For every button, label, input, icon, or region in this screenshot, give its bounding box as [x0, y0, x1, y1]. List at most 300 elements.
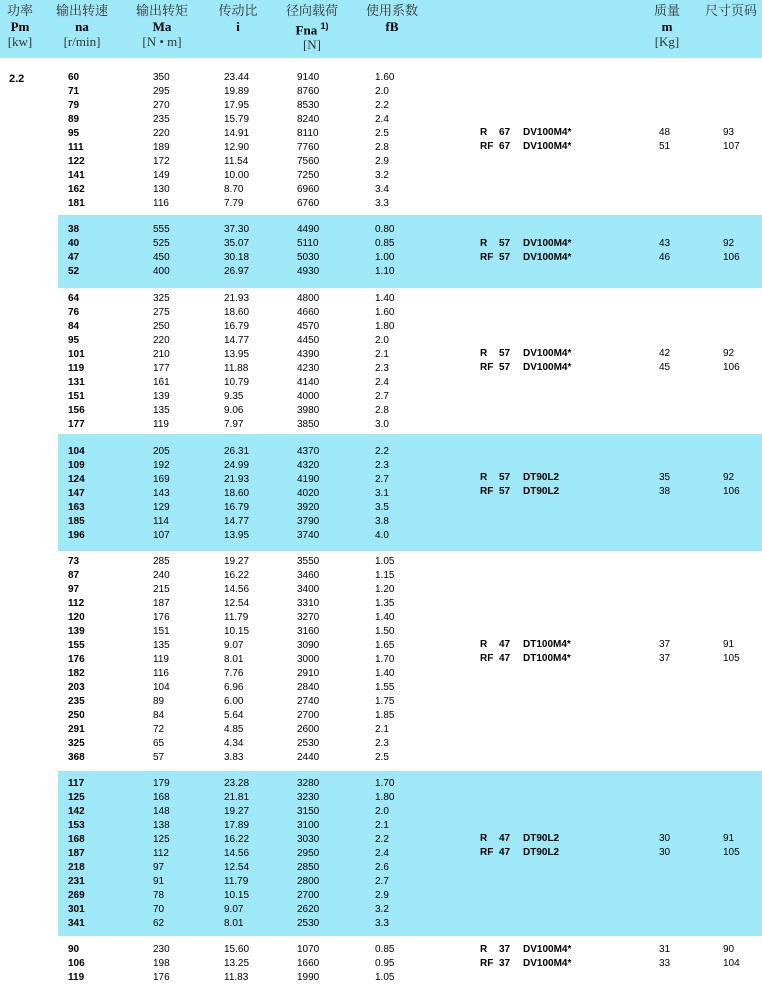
torque-cell: 555 [153, 224, 170, 235]
service-factor-cell: 3.0 [375, 419, 389, 430]
table-row [58, 709, 762, 723]
motor-model: DT90L2 [523, 847, 560, 858]
radial-load-cell: 3000 [297, 654, 320, 665]
radial-load-cell: 7250 [297, 170, 320, 181]
ratio-cell: 8.01 [224, 918, 244, 929]
service-factor-cell: 1.05 [375, 556, 395, 567]
model-type: RF [480, 958, 494, 969]
service-factor-cell: 2.8 [375, 142, 389, 153]
torque-cell: 116 [153, 668, 169, 679]
ratio-cell: 18.60 [224, 488, 250, 499]
speed-cell: 291 [68, 724, 85, 735]
torque-cell: 91 [153, 876, 165, 887]
speed-cell: 151 [68, 391, 85, 402]
torque-cell: 151 [153, 626, 170, 637]
torque-cell: 89 [153, 696, 165, 707]
mass-value: 51 [659, 141, 671, 152]
speed-cell: 301 [68, 904, 85, 915]
speed-cell: 89 [68, 114, 80, 125]
service-factor-cell: 2.4 [375, 114, 389, 125]
table-row [58, 805, 762, 819]
service-factor-cell: 3.3 [375, 918, 389, 929]
speed-cell: 147 [68, 488, 85, 499]
service-factor-cell: 2.3 [375, 738, 389, 749]
radial-load-cell: 2840 [297, 682, 320, 693]
header-load-sym [282, 19, 342, 37]
power-value: 2.2 [9, 73, 25, 85]
torque-cell: 143 [153, 488, 170, 499]
service-factor-cell: 1.60 [375, 307, 395, 318]
ratio-cell: 19.27 [224, 806, 250, 817]
model-size: 37 [499, 944, 511, 955]
radial-load-cell: 3030 [297, 834, 320, 845]
model-type: RF [480, 653, 494, 664]
radial-load-cell: 2620 [297, 904, 320, 915]
radial-load-cell: 2800 [297, 876, 320, 887]
service-factor-cell: 3.1 [375, 488, 389, 499]
table-row [58, 625, 762, 639]
radial-load-cell: 4450 [297, 335, 320, 346]
service-factor-cell: 2.4 [375, 377, 389, 388]
speed-cell: 40 [68, 238, 80, 249]
speed-cell: 111 [68, 142, 84, 153]
model-row [58, 638, 762, 652]
motor-model: DV100M4* [523, 127, 572, 138]
mass-value: 37 [659, 653, 671, 664]
torque-cell: 525 [153, 238, 170, 249]
service-factor-cell: 1.15 [375, 570, 395, 581]
dimension-page: 106 [723, 252, 740, 263]
speed-cell: 142 [68, 806, 85, 817]
torque-cell: 72 [153, 724, 165, 735]
speed-cell: 124 [68, 474, 85, 485]
radial-load-cell: 1660 [297, 958, 320, 969]
service-factor-cell: 2.6 [375, 862, 389, 873]
model-row [58, 652, 762, 666]
service-factor-cell: 1.35 [375, 598, 395, 609]
torque-cell: 168 [153, 792, 170, 803]
mass-value: 48 [659, 127, 671, 138]
speed-cell: 109 [68, 460, 85, 471]
torque-cell: 295 [153, 86, 170, 97]
header-load-unit: [N] [302, 37, 322, 53]
dimension-page: 106 [723, 362, 740, 373]
model-row [58, 846, 762, 860]
service-factor-cell: 2.7 [375, 474, 389, 485]
model-size: 67 [499, 141, 511, 152]
speed-cell: 119 [68, 363, 85, 374]
dimension-page: 92 [723, 472, 735, 483]
radial-load-cell: 3980 [297, 405, 320, 416]
service-factor-cell: 2.1 [375, 820, 389, 831]
radial-load-cell: 3740 [297, 530, 320, 541]
ratio-cell: 10.00 [224, 170, 250, 181]
torque-cell: 135 [153, 640, 170, 651]
motor-model: DT90L2 [523, 486, 560, 497]
model-size: 67 [499, 127, 511, 138]
torque-cell: 169 [153, 474, 170, 485]
speed-cell: 368 [68, 752, 85, 763]
table-row [58, 376, 762, 390]
table-row [58, 501, 762, 515]
torque-cell: 450 [153, 252, 170, 263]
model-size: 57 [499, 348, 511, 359]
torque-cell: 148 [153, 806, 170, 817]
service-factor-cell: 2.1 [375, 724, 389, 735]
speed-cell: 119 [68, 972, 85, 983]
torque-cell: 139 [153, 391, 170, 402]
dimension-page: 90 [723, 944, 735, 955]
table-row [58, 611, 762, 625]
service-factor-cell: 3.4 [375, 184, 389, 195]
torque-cell: 104 [153, 682, 170, 693]
torque-cell: 187 [153, 598, 170, 609]
radial-load-cell: 4660 [297, 307, 320, 318]
radial-load-cell: 3230 [297, 792, 320, 803]
speed-cell: 47 [68, 252, 80, 263]
service-factor-cell: 2.9 [375, 890, 389, 901]
header-speed-sym: na [75, 19, 89, 34]
torque-cell: 138 [153, 820, 170, 831]
torque-cell: 114 [153, 516, 169, 527]
header-sf-sym: fB [385, 19, 399, 34]
service-factor-cell: 2.4 [375, 848, 389, 859]
header-power-sym: Pm [10, 19, 30, 34]
speed-cell: 95 [68, 128, 80, 139]
table-row [58, 85, 762, 99]
ratio-cell: 14.77 [224, 335, 250, 346]
ratio-cell: 15.60 [224, 944, 250, 955]
torque-cell: 84 [153, 710, 165, 721]
header-page-cn: 尺寸页码 [704, 4, 757, 19]
table-row [58, 583, 762, 597]
dimension-page: 106 [723, 486, 740, 497]
table-group [58, 551, 762, 771]
torque-cell: 179 [153, 778, 170, 789]
speed-cell: 203 [68, 682, 85, 693]
radial-load-cell: 4490 [297, 224, 320, 235]
torque-cell: 116 [153, 198, 169, 209]
torque-cell: 130 [153, 184, 170, 195]
radial-load-cell: 4370 [297, 446, 320, 457]
torque-cell: 176 [153, 972, 170, 983]
speed-cell: 139 [68, 626, 85, 637]
motor-model: DT90L2 [523, 833, 560, 844]
table-row [58, 875, 762, 889]
ratio-cell: 9.06 [224, 405, 244, 416]
service-factor-cell: 1.80 [375, 792, 395, 803]
table-header [0, 0, 762, 58]
speed-cell: 79 [68, 100, 80, 111]
ratio-cell: 17.95 [224, 100, 250, 111]
speed-cell: 112 [68, 598, 85, 609]
ratio-cell: 7.97 [224, 419, 244, 430]
service-factor-cell: 1.70 [375, 654, 395, 665]
service-factor-cell: 1.40 [375, 668, 395, 679]
speed-cell: 71 [68, 86, 80, 97]
table-row [58, 113, 762, 127]
ratio-cell: 4.85 [224, 724, 244, 735]
ratio-cell: 23.44 [224, 72, 250, 83]
model-type: RF [480, 486, 494, 497]
table-row [58, 334, 762, 348]
table-row [58, 404, 762, 418]
table-group [58, 936, 762, 995]
ratio-cell: 11.54 [224, 156, 249, 167]
table-row [58, 569, 762, 583]
table-row [58, 597, 762, 611]
torque-cell: 220 [153, 128, 170, 139]
model-type: RF [480, 847, 494, 858]
ratio-cell: 16.22 [224, 570, 250, 581]
radial-load-cell: 4190 [297, 474, 320, 485]
radial-load-cell: 2700 [297, 890, 320, 901]
service-factor-cell: 2.0 [375, 86, 389, 97]
mass-value: 30 [659, 847, 671, 858]
service-factor-cell: 1.20 [375, 584, 395, 595]
speed-cell: 141 [68, 170, 85, 181]
torque-cell: 275 [153, 307, 170, 318]
table-row [58, 667, 762, 681]
torque-cell: 57 [153, 752, 165, 763]
mass-value: 37 [659, 639, 671, 650]
radial-load-cell: 4570 [297, 321, 320, 332]
ratio-cell: 9.07 [224, 640, 244, 651]
torque-cell: 350 [153, 72, 170, 83]
speed-cell: 176 [68, 654, 85, 665]
speed-cell: 87 [68, 570, 80, 581]
torque-cell: 189 [153, 142, 170, 153]
header-col-mass [647, 4, 687, 49]
table-row [58, 155, 762, 169]
ratio-cell: 30.18 [224, 252, 250, 263]
ratio-cell: 35.07 [224, 238, 250, 249]
radial-load-cell: 1070 [297, 944, 320, 955]
motor-model: DV100M4* [523, 362, 572, 373]
ratio-cell: 13.95 [224, 349, 250, 360]
table-row [58, 320, 762, 334]
table-row [58, 861, 762, 875]
model-size: 37 [499, 958, 511, 969]
torque-cell: 210 [153, 349, 170, 360]
table-row [58, 917, 762, 931]
service-factor-cell: 3.2 [375, 170, 389, 181]
radial-load-cell: 4930 [297, 266, 320, 277]
service-factor-cell: 3.2 [375, 904, 389, 915]
motor-model: DV100M4* [523, 141, 572, 152]
ratio-cell: 14.77 [224, 516, 250, 527]
mass-value: 33 [659, 958, 671, 969]
service-factor-cell: 1.70 [375, 778, 395, 789]
radial-load-cell: 6760 [297, 198, 320, 209]
radial-load-cell: 1990 [297, 972, 320, 983]
table-row [58, 903, 762, 917]
table-group [58, 58, 762, 215]
header-mass-sym: m [661, 19, 673, 34]
radial-load-cell: 3790 [297, 516, 320, 527]
radial-load-cell: 5030 [297, 252, 320, 263]
radial-load-cell: 2440 [297, 752, 320, 763]
service-factor-cell: 1.40 [375, 293, 395, 304]
service-factor-cell: 2.3 [375, 363, 389, 374]
radial-load-cell: 4390 [297, 349, 320, 360]
radial-load-cell: 4140 [297, 377, 320, 388]
radial-load-cell: 3280 [297, 778, 320, 789]
torque-cell: 177 [153, 363, 170, 374]
model-row [58, 485, 762, 499]
speed-cell: 125 [68, 792, 85, 803]
dimension-page: 92 [723, 348, 735, 359]
speed-cell: 250 [68, 710, 85, 721]
service-factor-cell: 1.40 [375, 612, 395, 623]
radial-load-cell: 4020 [297, 488, 320, 499]
model-size: 47 [499, 653, 511, 664]
ratio-cell: 23.28 [224, 778, 250, 789]
speed-cell: 196 [68, 530, 85, 541]
model-type: R [480, 944, 488, 955]
model-type: R [480, 472, 488, 483]
speed-cell: 156 [68, 405, 85, 416]
mass-value: 38 [659, 486, 671, 497]
ratio-cell: 6.00 [224, 696, 244, 707]
torque-cell: 250 [153, 321, 170, 332]
torque-cell: 400 [153, 266, 170, 277]
header-load-footnote: 1) [320, 21, 329, 31]
speed-cell: 187 [68, 848, 85, 859]
ratio-cell: 21.93 [224, 293, 250, 304]
ratio-cell: 15.79 [224, 114, 250, 125]
ratio-cell: 19.89 [224, 86, 250, 97]
dimension-page: 105 [723, 653, 740, 664]
model-row [58, 957, 762, 971]
service-factor-cell: 2.0 [375, 335, 389, 346]
speed-cell: 90 [68, 944, 80, 955]
radial-load-cell: 2700 [297, 710, 320, 721]
service-factor-cell: 1.55 [375, 682, 395, 693]
ratio-cell: 5.64 [224, 710, 244, 721]
header-power-cn: 功率 [6, 4, 33, 19]
ratio-cell: 16.22 [224, 834, 250, 845]
dimension-page: 91 [723, 639, 735, 650]
speed-cell: 168 [68, 834, 85, 845]
torque-cell: 62 [153, 918, 165, 929]
model-size: 47 [499, 833, 511, 844]
speed-cell: 269 [68, 890, 85, 901]
ratio-cell: 11.88 [224, 363, 249, 374]
model-row [58, 943, 762, 957]
service-factor-cell: 0.95 [375, 958, 395, 969]
speed-cell: 163 [68, 502, 85, 513]
table-row [58, 183, 762, 197]
motor-model: DT100M4* [523, 653, 571, 664]
torque-cell: 129 [153, 502, 170, 513]
radial-load-cell: 5110 [297, 238, 319, 249]
model-type: R [480, 639, 488, 650]
ratio-cell: 21.93 [224, 474, 250, 485]
header-load-cn: 径向载荷 [285, 4, 338, 19]
model-row [58, 471, 762, 485]
mass-value: 45 [659, 362, 671, 373]
model-size: 47 [499, 639, 511, 650]
radial-load-cell: 2740 [297, 696, 320, 707]
table-group [58, 434, 762, 551]
speed-cell: 153 [68, 820, 85, 831]
torque-cell: 230 [153, 944, 170, 955]
speed-cell: 38 [68, 224, 80, 235]
table-row [58, 751, 762, 765]
ratio-cell: 6.96 [224, 682, 244, 693]
header-col-torque [132, 4, 192, 49]
speed-cell: 341 [68, 918, 85, 929]
dimension-page: 107 [723, 141, 740, 152]
torque-cell: 119 [153, 419, 169, 430]
ratio-cell: 12.54 [224, 862, 250, 873]
service-factor-cell: 1.00 [375, 252, 395, 263]
torque-cell: 119 [153, 654, 169, 665]
radial-load-cell: 8240 [297, 114, 320, 125]
ratio-cell: 21.81 [224, 792, 250, 803]
mass-value: 42 [659, 348, 671, 359]
torque-cell: 65 [153, 738, 165, 749]
torque-cell: 78 [153, 890, 165, 901]
motor-model: DV100M4* [523, 348, 572, 359]
speed-cell: 101 [68, 349, 85, 360]
ratio-cell: 14.91 [224, 128, 250, 139]
service-factor-cell: 2.0 [375, 806, 389, 817]
motor-model: DV100M4* [523, 958, 572, 969]
mass-value: 43 [659, 238, 671, 249]
ratio-cell: 16.79 [224, 502, 250, 513]
speed-cell: 106 [68, 958, 85, 969]
ratio-cell: 3.83 [224, 752, 244, 763]
model-type: RF [480, 362, 494, 373]
service-factor-cell: 2.5 [375, 128, 389, 139]
model-row [58, 832, 762, 846]
header-sf-cn: 使用系数 [365, 4, 418, 19]
service-factor-cell: 2.1 [375, 349, 389, 360]
model-row [58, 347, 762, 361]
model-type: R [480, 348, 488, 359]
radial-load-cell: 3160 [297, 626, 320, 637]
dimension-page: 93 [723, 127, 735, 138]
dimension-page: 92 [723, 238, 735, 249]
model-row [58, 140, 762, 154]
torque-cell: 107 [153, 530, 170, 541]
speed-cell: 235 [68, 696, 85, 707]
table-row [58, 791, 762, 805]
table-row [58, 306, 762, 320]
torque-cell: 70 [153, 904, 165, 915]
torque-cell: 192 [153, 460, 170, 471]
ratio-cell: 12.90 [224, 142, 250, 153]
torque-cell: 235 [153, 114, 170, 125]
model-size: 57 [499, 486, 511, 497]
torque-cell: 125 [153, 834, 170, 845]
ratio-cell: 12.54 [224, 598, 250, 609]
header-mass-cn: 质量 [653, 4, 680, 19]
service-factor-cell: 1.05 [375, 972, 395, 983]
speed-cell: 231 [68, 876, 85, 887]
table-row [58, 515, 762, 529]
ratio-cell: 11.79 [224, 876, 249, 887]
service-factor-cell: 2.2 [375, 834, 389, 845]
header-col-power [2, 4, 38, 49]
radial-load-cell: 3310 [297, 598, 320, 609]
radial-load-cell: 3850 [297, 419, 320, 430]
header-ratio-cn: 传动比 [218, 4, 258, 19]
torque-cell: 325 [153, 293, 170, 304]
mass-value: 30 [659, 833, 671, 844]
